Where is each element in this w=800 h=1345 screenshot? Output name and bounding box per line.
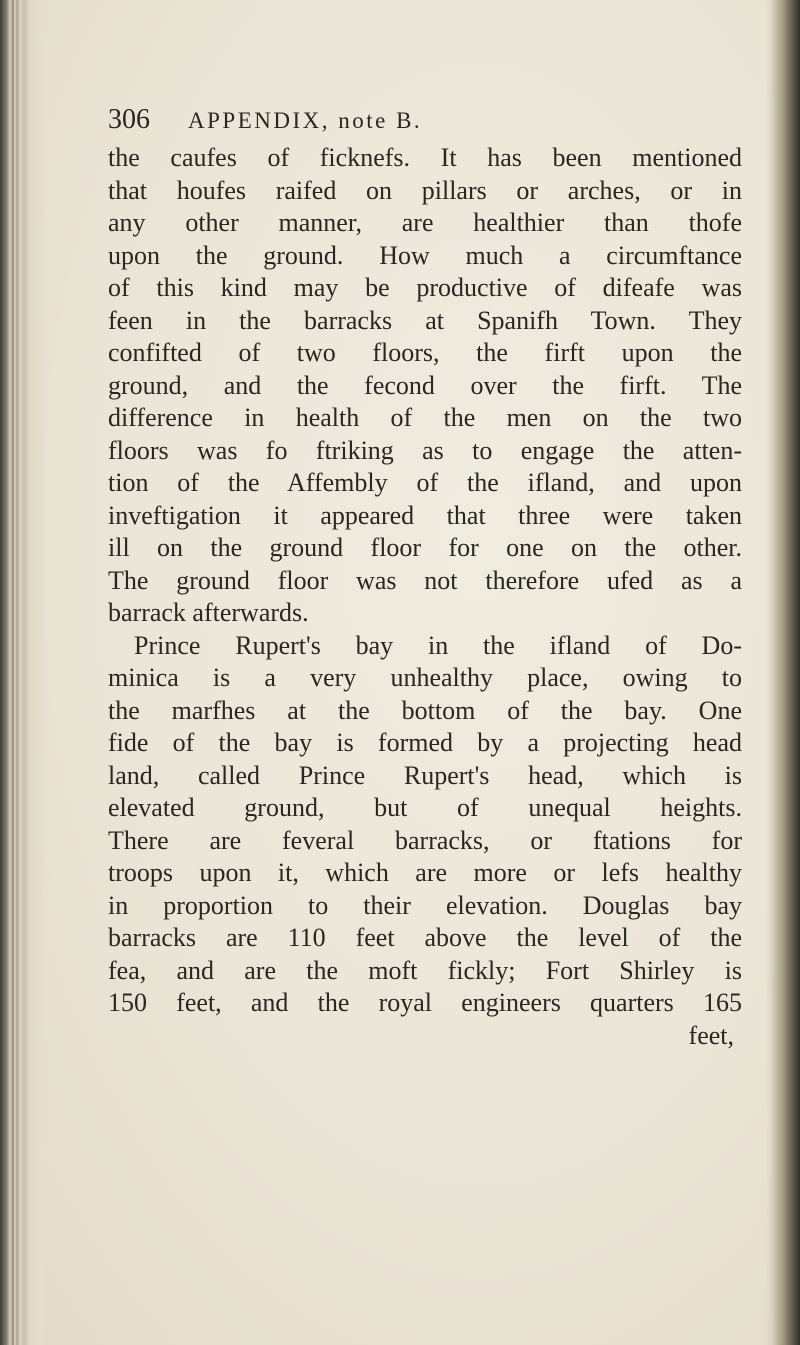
running-head: APPENDIX, note B. [188,108,423,133]
paragraph-start-line: Prince Rupert's bay in the ifland of Do- [134,630,742,660]
page-header [108,103,748,143]
text-line: tion of the Affembly of the ifland, and upon [108,468,742,497]
text-line: floors was fo ftriking as to engage the atten- [108,435,742,465]
text-line: feen in the barracks at Spanifh Town. They [108,305,742,335]
text-line: There are feveral barracks, or ftations for [108,825,742,855]
text-line: difference in health of the men on the two [108,403,742,432]
body-text [108,142,742,1052]
text-line: of this kind may be productive of difeafe was [108,273,742,302]
text-line: elevated ground, but of unequal heights. [108,793,742,822]
text-line: minica is a very unhealthy place, owing to [108,663,742,692]
page-number: 306 [108,104,150,135]
page-edge-shadow [766,0,800,1345]
book-binding-gutter [0,0,44,1345]
text-line: ground, and the fecond over the firft. The [108,370,742,400]
text-line: troops upon it, which are more or lefs healthy [108,858,742,887]
text-line: The ground floor was not therefore ufed as a [108,565,742,595]
text-line: any other manner, are healthier than thofe [108,208,742,237]
text-line: the caufes of ficknefs. It has been mentioned [108,143,742,172]
text-line: barracks are 110 feet above the level of the [108,923,742,952]
text-line: land, called Prince Rupert's head, which is [108,760,742,790]
text-line: confifted of two floors, the firft upon the [108,338,742,367]
text-line: fea, and are the moft fickly; Fort Shirley is [108,955,742,985]
text-line: fide of the bay is formed by a projecting head [108,728,742,757]
catchword: feet, [688,1020,734,1050]
text-line: ill on the ground floor for one on the other. [108,533,742,562]
text-line: the marfhes at the bottom of the bay. One [108,695,742,725]
paragraph-end-line: barrack afterwards. [108,598,309,627]
text-line: that houfes raifed on pillars or arches, or in [108,175,742,205]
text-line: upon the ground. How much a circumftance [108,240,742,270]
text-line: inveftigation it appeared that three were taken [108,500,742,530]
text-line: in proportion to their elevation. Douglas bay [108,890,742,920]
text-line: 150 feet, and the royal engineers quarters 165 [108,988,742,1017]
